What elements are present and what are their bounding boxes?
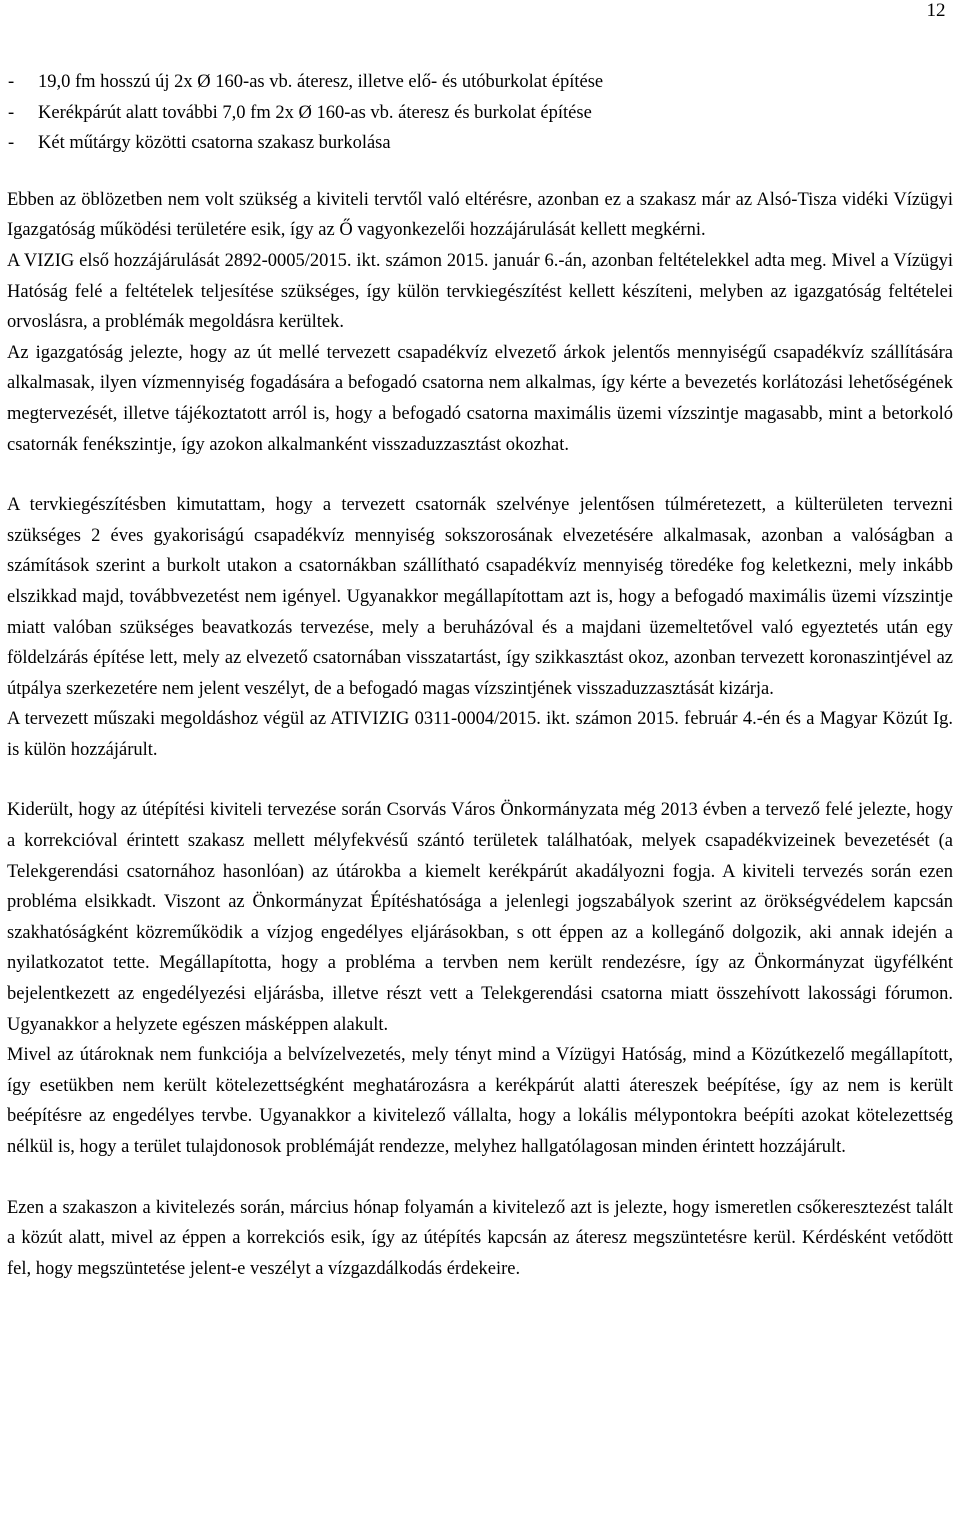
page-number-value: 12 [926,0,946,21]
list-item [7,128,953,159]
list-item-text: Két műtárgy közötti csatorna szakasz burkolása [38,133,391,154]
paragraph: Ezen a szakaszon a kivitelezés során, március hónap folyamán a kivitelező azt is jelezte, hogy ismeretlen csőkeresztezést talált a közút alatt, mivel az éppen a korrekciós esik, így az útépítés kapcsán az áteresz megszüntetésre kerül. Kérdésként vetődött fel, hogy megszüntetése jelent-e veszélyt a vízgazdálkodás érdekeire. [7,1197,953,1279]
list-item [7,67,953,98]
list-item-text: 19,0 fm hosszú új 2x Ø 160-as vb. áteresz, illetve elő- és utóburkolat építése [38,72,604,92]
paragraph-gap [7,1163,953,1193]
paragraph: Az igazgatóság jelezte, hogy az út mellé tervezett csapadékvíz elvezető árkok jelentős mennyiségű csapadékvíz szállítására alkalmasak, ilyen vízmennyiség fogadására a befogadó csatorna nem alkalmas, így kérte a bevezetés korlátozási lehetőségének megtervezését, illetve tájékoztatott arról is, hogy a befogadó csatorna maximális üzemi vízszintje magasabb, mint a betorkoló csatornák fenékszintje, így azokon alkalmanként visszaduzzasztást okozhat. [7,342,953,455]
bullet-marker: - [8,133,15,154]
paragraph: A tervezett műszaki megoldáshoz végül az ATIVIZIG 0311-0004/2015. ikt. számon 2015. február 4.-én és a Magyar Közút Ig. is külön hozzájárult. [7,709,953,760]
document-body [7,67,953,1284]
paragraph: Kiderült, hogy az útépítési kiviteli tervezése során Csorvás Város Önkormányzata még 2013 évben a tervező felé jelezte, hogy a korrekcióval érintett szakasz mellett mélyfekvésű szántó területek találhatóak, melyek csapadékvizeinek bevezetését (a Telekgerendási csatornához hasonlóan) az útárokba a kiemelt kerékpárút akadályozni fogja. A kiviteli tervezés során ezen probléma elsikkadt. Viszont az Önkormányzat Építéshatósága a jelenlegi jogszabályok szerint az örökségvédelem kapcsán szakhatóságként közreműködik a vízjog engedélyes eljárásokban, s ott éppen az a kollegánő dolgozik, aki annak idején a nyilatkozatot tette. Megállapította, hogy a probléma a tervben nem került rendezésre, így az Önkormányzat ügyfélként bejelentkezett az engedélyezési eljárásba, illetve részt vett a Telekgerendási csatorna miatt összehívott lakossági fórumon. Ugyanakkor a helyzete egészen másképpen alakult. [7,800,953,1035]
paragraph: Mivel az útároknak nem funkciója a belvízelvezetés, mely tényt mind a Vízügyi Hatóság, mind a Közútkezelő megállapított, így esetükben nem került kötelezettségként meghatározásra a kerékpárút alatti átereszek beépítése, így az nem is került beépítésre az engedélyes tervbe. Ugyanakkor a kivitelező vállalta, hogy a lokális mélypontokra beépíti azokat kötelezettség nélkül is, hogy a terület tulajdonosok problémáját rendezze, melyhez hallgatólagosan minden érintett hozzájárult. [7,1045,953,1157]
list-item [7,98,953,129]
bullet-marker: - [8,72,15,92]
page-number [0,0,958,22]
bullet-list [7,67,953,159]
paragraph-gap [7,765,953,795]
paragraph-gap [7,159,953,185]
paragraph: Ebben az öblözetben nem volt szükség a kiviteli tervtől való eltérésre, azonban ez a szakasz már az Alsó-Tisza vidéki Vízügyi Igazgatóság működési területére esik, így az Ő vagyonkezelői hozzájárulását kellett megkérni. [7,189,953,241]
bullet-marker: - [8,102,15,123]
list-item-text: Kerékpárút alatt további 7,0 fm 2x Ø 160-as vb. áteresz és burkolat építése [38,102,592,123]
paragraph: A VIZIG első hozzájárulását 2892-0005/2015. ikt. számon 2015. január 6.-án, azonban feltételekkel adta meg. Mivel a Vízügyi Hatóság felé a feltételek teljesítése szükséges, így külön tervkiegészítést kellett készíteni, melyben az igazgatóság feltételei orvoslásra, a problémák megoldásra kerültek. [7,250,953,333]
paragraph: A tervkiegészítésben kimutattam, hogy a tervezett csatornák szelvénye jelentősen túlméretezett, a külterületen tervezni szükséges 2 éves gyakoriságú csapadékvíz mennyiség sokszorosának elvezetésére alkalmasak, azonban a valóságban a számítások szerint a burkolt utakon a csatornákban szállítható csapadékvíz mennyiség töredéke fog keletkezni, mely inkább elszikkad majd, továbbvezetést nem igényel. Ugyanakkor megállapítottam azt is, hogy a befogadó maximális üzemi vízszintje miatt valóban szükséges beavatkozás tervezése, mely a beruházóval és a majdani üzemeltetővel való egyeztetés után egy földelzárás építése lett, mely az elvezető csatornában visszatartást, így szikkasztást okoz, azonban tervezett koronaszintjével az útpálya szerkezetére nem jelent veszélyt, de a befogadó magas vízszintjének visszaduzzasztását kizárja. [7,495,953,699]
paragraph-gap [7,460,953,490]
